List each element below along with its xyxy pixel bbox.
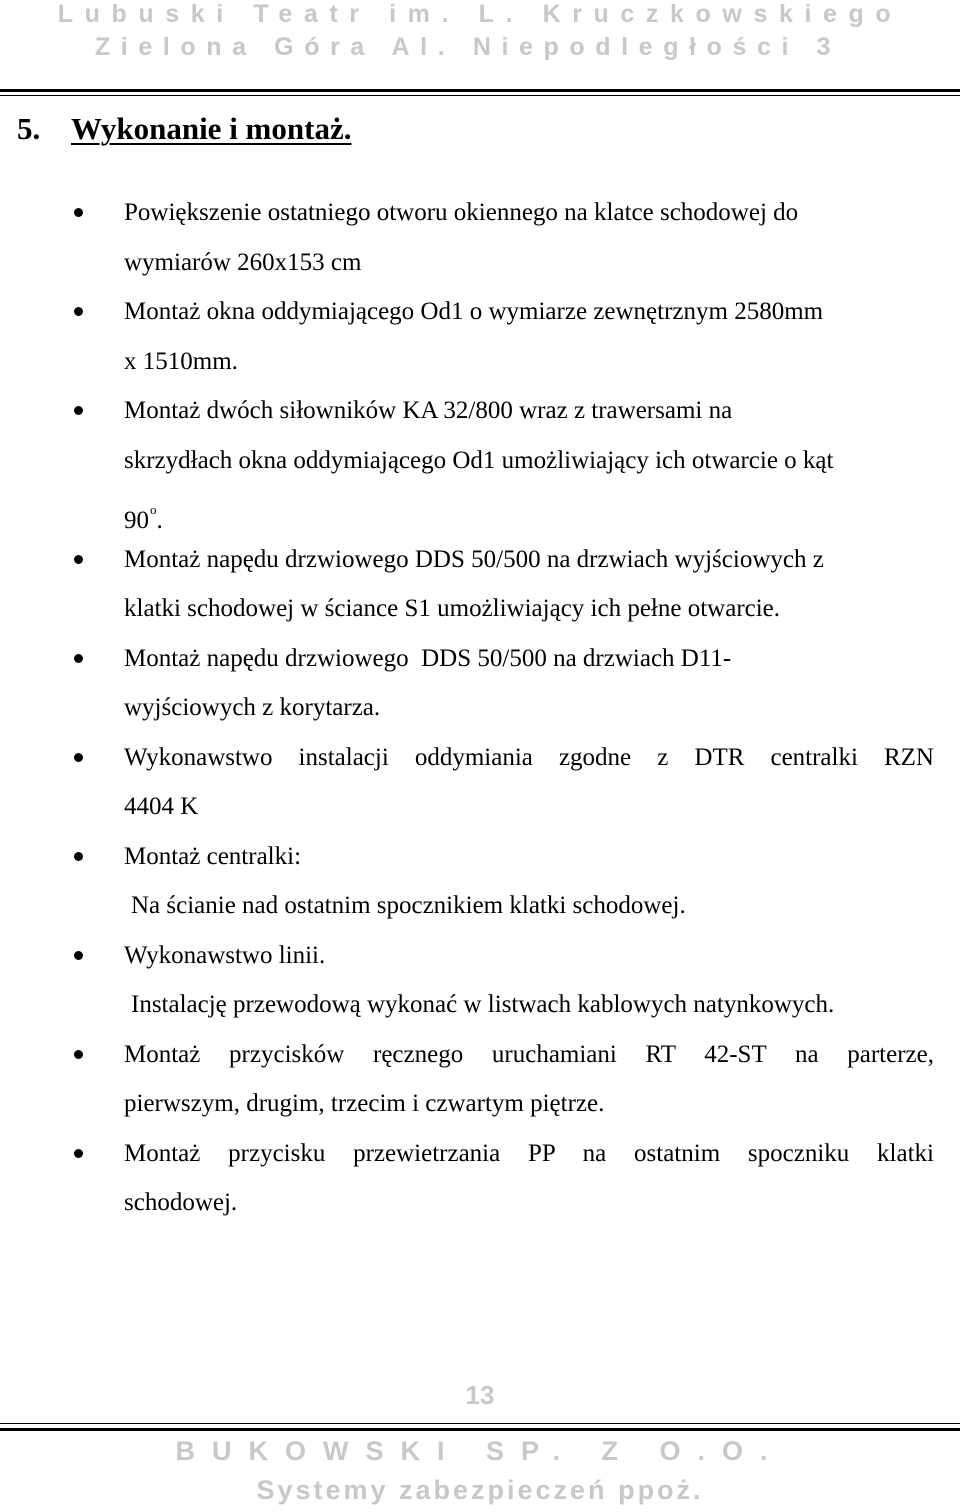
list-item [0,287,934,386]
section-title: Wykonanie i montaż. [71,111,352,146]
item-line: klatki schodowej w ściance S1 umożliwiający ich pełne otwarcie. [124,595,781,622]
bullet-icon [74,208,83,217]
list-item [0,733,934,832]
sub-item-line: Instalację przewodową wykonać w listwach kablowych natynkowych. [131,991,835,1018]
list-item [0,535,934,634]
bullet-icon [74,555,83,564]
footer-rule-thick [0,1428,960,1431]
header-rule-thin [0,95,960,96]
list-item [0,188,934,287]
item-line: 4404 K [124,793,199,820]
item-line: Wykonawstwo instalacji oddymiania zgodne z DTR centralki RZN [124,743,934,771]
list-item [0,386,934,535]
sub-item [0,980,960,1030]
item-line: wyjściowych z korytarza. [124,694,381,721]
item-line: schodowej. [124,1189,238,1216]
item-line: wymiarów 260x153 cm [124,248,362,276]
item-line: Montaż przycisków ręcznego uruchamiani RT 42-ST na parterze, [124,1040,934,1068]
work-items-list [0,188,960,1228]
list-item [0,1030,934,1129]
item-line: x 1510mm. [124,347,238,375]
item-line: skrzydłach okna oddymiającego Od1 umożliwiający ich otwarcie o kąt [124,446,834,474]
item-line: Montaż napędu drzwiowego DDS 50/500 na drzwiach wyjściowych z [124,545,824,573]
item-line: Montaż okna oddymiającego Od1 o wymiarze zewnętrznym 2580mm [124,298,824,325]
degree-sign: o [150,502,157,517]
item-line-angle [124,485,934,535]
sub-item [0,881,960,931]
list-item [0,931,934,981]
item-line: pierwszym, drugim, trzecim i czwartym piętrze. [124,1090,605,1117]
footer-tagline: Systemy zabezpieczeń ppoż. [256,1475,704,1505]
item-line: Montaż dwóch siłowników KA 32/800 wraz z trawersami na [124,397,733,424]
angle-period: . [156,507,163,534]
section-heading [17,111,351,147]
footer-rule-thin [0,1423,960,1424]
bullet-icon [74,753,83,762]
header-rule-thick [0,89,960,92]
bullet-icon [74,1149,83,1158]
footer-company: BUKOWSKI SP. Z O.O. [175,1436,785,1466]
item-line: Montaż napędu drzwiowego DDS 50/500 na drzwiach D11- [124,644,732,672]
page-number: 13 [465,1380,495,1410]
bullet-icon [74,1050,83,1059]
item-line: Wykonawstwo linii. [124,941,326,969]
bullet-icon [74,654,83,663]
bullet-icon [74,307,83,316]
item-line: Powiększenie ostatniego otworu okiennego na klatce schodowej do [124,199,799,226]
list-item [0,634,934,733]
bullet-icon [74,406,83,415]
item-line: Montaż centralki: [124,842,302,870]
item-line: Montaż przycisku przewietrzania PP na ostatnim spoczniku klatki [124,1139,934,1167]
list-item [0,1129,934,1228]
section-number: 5. [17,111,41,146]
bullet-icon [74,951,83,960]
bullet-icon [74,852,83,861]
header-address: Zielona Góra Al. Niepodległości 3 [94,33,842,61]
header-institution: Lubuski Teatr im. L. Kruczkowskiego [57,0,903,28]
sub-item-line: Na ścianie nad ostatnim spocznikiem klatki schodowej. [131,892,686,919]
angle-value: 90 [124,507,149,534]
list-item [0,832,934,882]
